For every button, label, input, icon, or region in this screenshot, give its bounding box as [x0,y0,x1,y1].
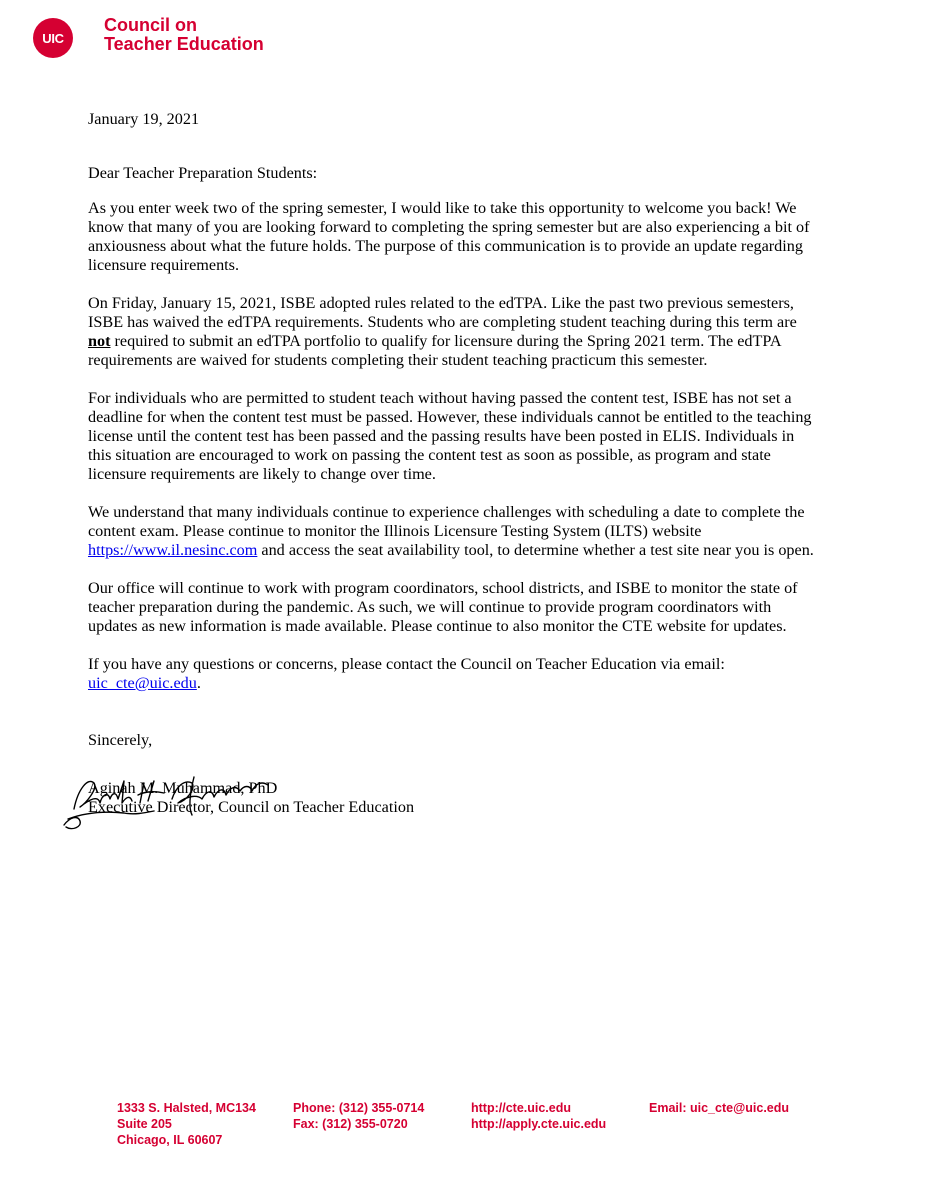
org-name-line2: Teacher Education [104,34,264,54]
signer-name: Aginah M. Muhammad, PhD [88,779,278,797]
closing-block [88,731,848,817]
paragraph-line: If you have any questions or concerns, please contact the Council on Teacher Education via email: [88,655,725,673]
org-name-line1: Council on [104,15,197,35]
address-line: Suite 205 [117,1117,172,1131]
paragraph-edtpa [88,294,848,370]
uic-logo [33,18,73,58]
paragraph-line [88,674,848,693]
org-name [104,16,264,54]
paragraph-line: updates as new information is made available. Please continue to also monitor the CTE website for updates. [88,617,787,635]
phone-number: Phone: (312) 355-0714 [293,1101,425,1115]
paragraph-line-rest: required to submit an edTPA portfolio to qualify for licensure during the Spring 2021 term. The edTPA [110,332,782,350]
emphasis-not: not [88,332,111,350]
fax-number: Fax: (312) 355-0720 [293,1117,408,1131]
footer-phone [293,1100,424,1132]
paragraph-line: content exam. Please continue to monitor the Illinois Licensure Testing System (ILTS) website [88,522,702,540]
letter-body [88,110,848,817]
paragraph-line: licensure requirements are likely to change over time. [88,465,436,483]
footer-urls [471,1100,606,1132]
paragraph-line: For individuals who are permitted to student teach without having passed the content test, ISBE has not set a [88,389,792,407]
paragraph-line: teacher preparation during the pandemic. As such, we will continue to provide program coordinators with [88,598,772,616]
paragraph-line: requirements are waived for students completing their student teaching practicum this semester. [88,351,708,369]
paragraph-line: anxiousness about what the future holds. The purpose of this communication is to provide an update regarding [88,237,803,255]
letter-date: January 19, 2021 [88,110,200,128]
paragraph-content-test [88,389,848,484]
handwritten-signature [64,769,274,833]
paragraph-line [88,332,848,351]
contact-email-link[interactable]: uic_cte@uic.edu [88,674,197,692]
paragraph-line: licensure requirements. [88,256,240,274]
address-line: Chicago, IL 60607 [117,1133,223,1147]
website-url[interactable]: http://cte.uic.edu [471,1101,571,1115]
paragraph-line: deadline for when the content test must be passed. However, these individuals cannot be entitled to the teaching [88,408,812,426]
address-line: 1333 S. Halsted, MC134 [117,1101,256,1115]
paragraph-office [88,579,848,636]
signer-title: Executive Director, Council on Teacher Education [88,798,415,816]
paragraph-scheduling [88,503,848,560]
paragraph-line: Our office will continue to work with program coordinators, school districts, and ISBE to monitor the state of [88,579,798,597]
paragraph-line: this situation are encouraged to work on passing the content test as soon as possible, as program and state [88,446,771,464]
letterhead-footer [0,1100,927,1160]
ilts-website-link[interactable]: https://www.il.nesinc.com [88,541,258,559]
footer-address [117,1100,256,1148]
paragraph-line: We understand that many individuals continue to experience challenges with scheduling a date to complete the [88,503,805,521]
paragraph-line: ISBE has waived the edTPA requirements. Students who are completing student teaching during this term are [88,313,797,331]
paragraph-line: license until the content test has been passed and the passing results have been posted in ELIS. Individuals in [88,427,795,445]
apply-url[interactable]: http://apply.cte.uic.edu [471,1117,607,1131]
paragraph-contact [88,655,848,693]
salutation: Dear Teacher Preparation Students: [88,164,318,182]
paragraph-line: On Friday, January 15, 2021, ISBE adopted rules related to the edTPA. Like the past two previous semesters, [88,294,794,312]
paragraph-welcome [88,199,848,275]
footer-email [649,1100,789,1116]
paragraph-line: know that many of you are looking forward to completing the spring semester but are also experiencing a bit of [88,218,810,236]
paragraph-line: As you enter week two of the spring semester, I would like to take this opportunity to welcome you back! We [88,199,797,217]
paragraph-line-rest: and access the seat availability tool, to determine whether a test site near you is open. [257,541,814,559]
closing-text: Sincerely, [88,731,153,749]
paragraph-line [88,541,848,560]
footer-email-text[interactable]: Email: uic_cte@uic.edu [649,1101,790,1115]
email-suffix: . [196,674,201,692]
logo-text: UIC [42,30,64,46]
signature-block [88,779,848,817]
